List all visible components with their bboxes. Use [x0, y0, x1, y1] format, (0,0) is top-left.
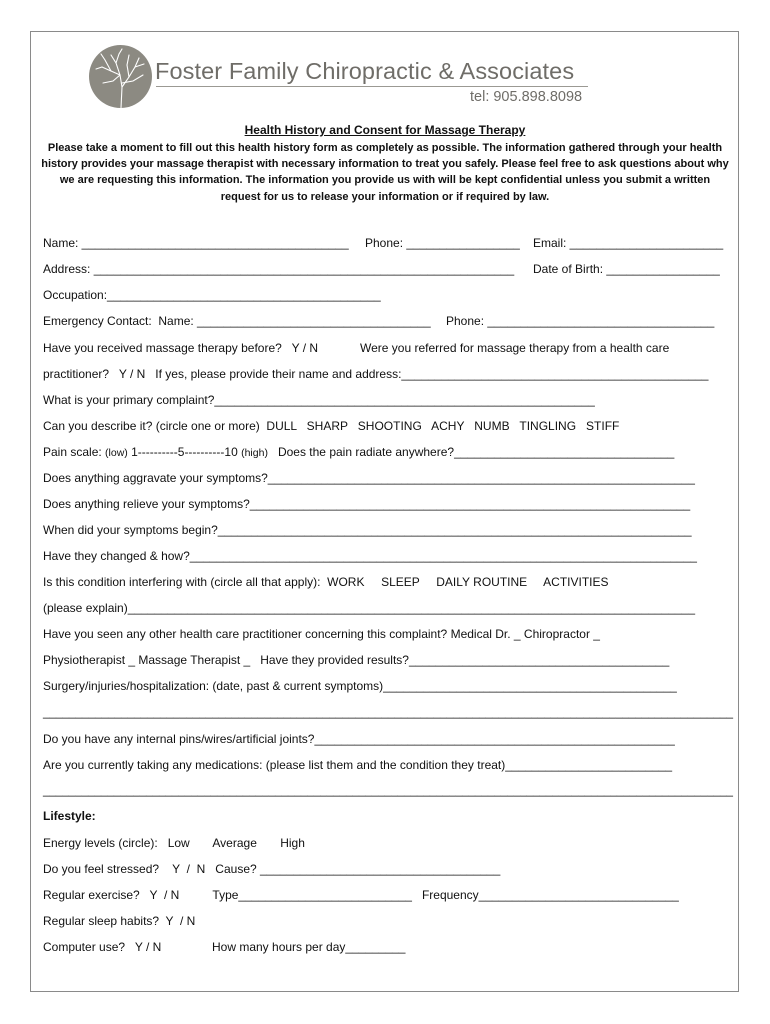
relieve-field[interactable] [43, 497, 690, 511]
emergency-phone-field[interactable] [446, 314, 714, 328]
referred-question [360, 341, 669, 355]
relieve-label: Does anything relieve your symptoms?__________________________________________________________________ [43, 497, 691, 511]
aggravate-label: Does anything aggravate your symptoms?________________________________________________________________ [43, 471, 695, 485]
other-practitioner-question[interactable] [43, 627, 600, 641]
computer-question[interactable] [43, 940, 161, 954]
email-label: Email: _______________________ [533, 236, 724, 250]
practitioner-field[interactable] [43, 367, 708, 381]
describe-label: Can you describe it? (circle one or more) DULL SHARP SHOOTING ACHY NUMB TINGLING STIFF [43, 419, 620, 433]
dob-label: Date of Birth: _________________ [533, 262, 720, 276]
massage-before-label: Have you received massage therapy before? Y / N [43, 341, 319, 355]
exercise-field[interactable] [43, 888, 679, 902]
clinic-name: Foster Family Chiropractic & Associates [155, 58, 575, 84]
other-practitioner-label: Have you seen any other health care practitioner concerning this complaint? Medical Dr. _ Chiropractor _ [43, 627, 600, 641]
pain-radiate-label: Does the pain radiate anywhere?_________________________________ [267, 445, 675, 459]
phone-field[interactable] [365, 236, 520, 250]
blank-line[interactable] [43, 705, 733, 719]
begin-field[interactable] [43, 523, 692, 537]
explain-label: (please explain)_____________________________________________________________________________________ [43, 601, 695, 615]
dob-field[interactable] [533, 262, 720, 276]
energy-label: Energy levels (circle): Low Average High [43, 836, 305, 850]
pain-high-label: (high) [241, 447, 268, 459]
pins-field[interactable] [43, 732, 675, 746]
energy-options[interactable] [43, 836, 305, 850]
practitioner-label: practitioner? Y / N If yes, please provide their name and address:______________________________________________ [43, 367, 709, 381]
pain-scale-label: Pain scale: [43, 445, 106, 459]
phone-label: Phone: _________________ [365, 236, 520, 250]
interfering-options[interactable] [43, 575, 609, 589]
emergency-phone-label: Phone: __________________________________ [446, 314, 715, 328]
referred-label: Were you referred for massage therapy from a health care [360, 341, 670, 355]
medications-label: Are you currently taking any medications: (please list them and the condition they treat)_________________________ [43, 758, 673, 772]
surgery-label: Surgery/injuries/hospitalization: (date, past & current symptoms)____________________________________________ [43, 679, 677, 693]
describe-options[interactable] [43, 419, 619, 433]
changed-label: Have they changed & how?____________________________________________________________________________ [43, 549, 697, 563]
interfering-label: Is this condition interfering with (circle all that apply): WORK SLEEP DAILY ROUTINE ACTIVITIES [43, 575, 609, 589]
aggravate-field[interactable] [43, 471, 695, 485]
header-divider [156, 86, 588, 87]
changed-field[interactable] [43, 549, 697, 563]
lifestyle-label: Lifestyle: [43, 809, 96, 823]
massage-before-question[interactable] [43, 341, 318, 355]
explain-field[interactable] [43, 601, 695, 615]
physio-label: Physiotherapist _ Massage Therapist _ Have they provided results?_______________________________________ [43, 653, 670, 667]
name-label: Name: ________________________________________ [43, 236, 349, 250]
emergency-name-field[interactable] [43, 314, 431, 328]
sleep-question[interactable] [43, 914, 195, 928]
address-field[interactable] [43, 262, 514, 276]
emergency-label: Emergency Contact: Name: ___________________________________ [43, 314, 431, 328]
form-intro: Please take a moment to fill out this health history form as completely as possible. The information gathered through your health history provides your massage therapist with necessary information to treat you safely. Please feel free to ask questions about why we are requesting this information. The information you provide us with will be kept confidential unless you submit a written request for us to release your information or if required by law. [41, 142, 729, 203]
sleep-label: Regular sleep habits? Y / N [43, 914, 196, 928]
surgery-field[interactable] [43, 679, 677, 693]
complaint-field[interactable] [43, 393, 595, 407]
exercise-label: Regular exercise? Y / N Type__________________________ Frequency______________________________ [43, 888, 679, 902]
occupation-field[interactable] [43, 288, 381, 302]
stressed-label: Do you feel stressed? Y / N Cause? ____________________________________ [43, 862, 501, 876]
computer-label: Computer use? Y / N [43, 940, 162, 954]
blank-line-2: ___________________________________________________________________________________________________________ [43, 783, 733, 797]
address-label: Address: _______________________________________________________________ [43, 262, 515, 276]
email-field[interactable] [533, 236, 723, 250]
pins-label: Do you have any internal pins/wires/artificial joints?______________________________________________________ [43, 732, 675, 746]
begin-label: When did your symptoms begin?_______________________________________________________________________ [43, 523, 692, 537]
medications-field[interactable] [43, 758, 672, 772]
blank-line[interactable] [43, 783, 733, 797]
name-field[interactable] [43, 236, 349, 250]
tree-icon [89, 45, 152, 108]
clinic-phone: tel: 905.898.8098 [470, 89, 583, 105]
logo [89, 45, 152, 108]
pain-scale-row[interactable] [43, 445, 674, 459]
pain-low-label: (low) [105, 447, 128, 459]
lifestyle-heading [43, 809, 96, 823]
pain-range: 1----------5----------10 [127, 445, 242, 459]
occupation-label: Occupation:_________________________________________ [43, 288, 381, 302]
hours-label: How many hours per day_________ [212, 940, 406, 954]
hours-field[interactable] [212, 940, 405, 954]
form-title: Health History and Consent for Massage Therapy [244, 123, 526, 137]
blank-line-1: __________________________________________________________________________________________________________ [43, 705, 733, 719]
stressed-field[interactable] [43, 862, 500, 876]
complaint-label: What is your primary complaint?_________________________________________________________ [43, 393, 595, 407]
physio-field[interactable] [43, 653, 669, 667]
